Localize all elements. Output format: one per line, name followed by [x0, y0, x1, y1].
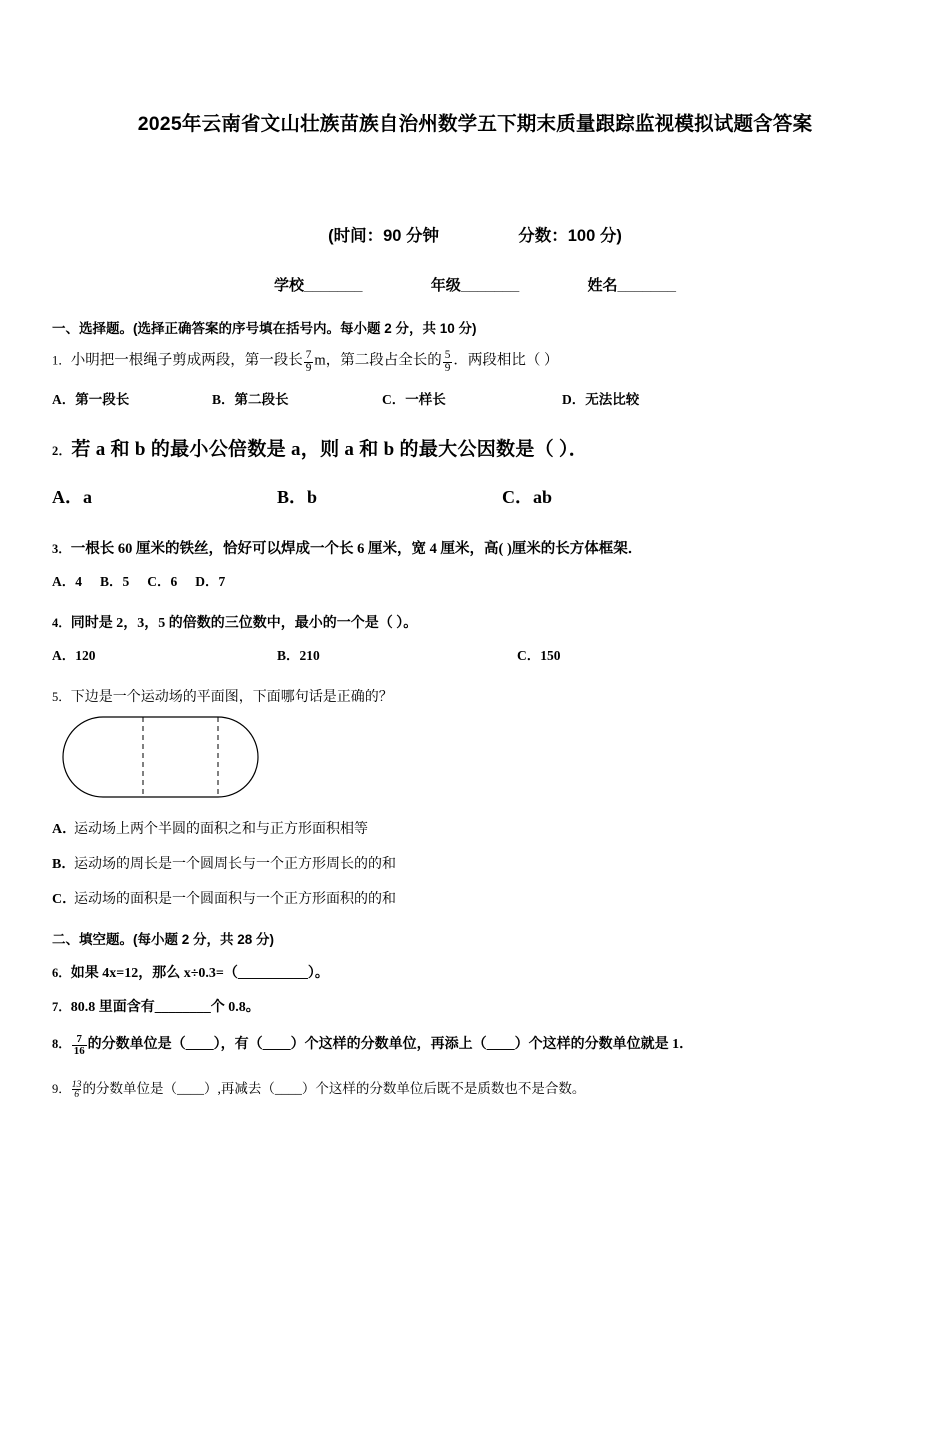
- option-5-a-text: 运动场上两个半圆的面积之和与正方形面积相等: [74, 821, 368, 837]
- field-name: 姓名_______: [587, 277, 676, 294]
- option-3-c[interactable]: C．6: [147, 573, 178, 589]
- question-3-options: [52, 570, 898, 590]
- option-5-c-label: C．: [52, 891, 77, 907]
- option-1-a[interactable]: A．第一段长: [52, 391, 130, 407]
- student-fields: [52, 274, 898, 295]
- question-2-number: 2．: [52, 443, 72, 458]
- fraction-7-16: $\frac{7}{16}$: [73, 1032, 85, 1058]
- question-9: [52, 1080, 898, 1100]
- question-1-text-c: ．两段相比（ ）: [453, 352, 559, 369]
- question-3: [52, 537, 898, 558]
- question-8: [52, 1034, 898, 1058]
- question-2-text: 若 a 和 b 的最小公倍数是 a，则 a 和 b 的最大公因数是（ ）．: [71, 438, 589, 460]
- question-7-text: 80.8 里面含有________个 0.8。: [70, 999, 260, 1015]
- option-1-b[interactable]: B．第二段长: [212, 391, 289, 407]
- question-1: [52, 350, 898, 375]
- question-3-number: 3．: [52, 541, 71, 556]
- option-2-c[interactable]: C．ab: [502, 486, 553, 507]
- option-1-c[interactable]: C．一样长: [382, 391, 446, 407]
- question-1-text-a: 小明把一根绳子剪成两段，第一段长: [70, 352, 303, 369]
- section-heading-choice: 一、选择题。(选择正确答案的序号填在括号内。每小题 2 分，共 10 分): [52, 321, 477, 336]
- question-8-number: 8．: [52, 1036, 71, 1051]
- question-9-number: 9．: [52, 1081, 71, 1096]
- question-3-text: 一根长 60 厘米的铁丝，恰好可以焊成一个长 6 厘米，宽 4 厘米，高( )厘米的长方体框架．: [70, 540, 643, 557]
- question-5-text: 下边是一个运动场的平面图，下面哪句话是正确的？: [70, 689, 393, 705]
- fraction-5-9: $\frac{5}{9}$: [444, 349, 451, 374]
- question-6-text: 如果 4x=12，那么 x÷0.3=（__________）。: [70, 965, 329, 981]
- question-5-number: 5．: [52, 689, 71, 704]
- exam-meta: [52, 222, 898, 246]
- track-field-diagram: [58, 716, 898, 803]
- question-4-number: 4．: [52, 615, 71, 630]
- question-1-options: [52, 388, 898, 408]
- option-5-a-label: A．: [52, 821, 77, 837]
- question-4-options: [52, 644, 898, 664]
- option-3-d[interactable]: D．7: [195, 573, 226, 589]
- fraction-13-6: $\frac{13}{6}$: [71, 1078, 82, 1101]
- question-1-number: 1．: [52, 353, 71, 368]
- option-2-a[interactable]: A．a: [52, 486, 92, 507]
- option-5-b-text: 运动场的周长是一个圆周长与一个正方形周长的的和: [74, 856, 396, 872]
- question-5-options: [52, 818, 898, 908]
- option-5-b[interactable]: [52, 853, 898, 873]
- question-2: [52, 434, 898, 461]
- option-4-c[interactable]: C．150: [517, 647, 561, 663]
- score-label: 分数：100 分): [518, 227, 622, 245]
- exam-page: [0, 108, 950, 1452]
- option-5-b-label: B．: [52, 856, 76, 872]
- option-4-b[interactable]: B．210: [277, 647, 320, 663]
- question-7: [52, 996, 898, 1016]
- question-7-number: 7．: [52, 999, 71, 1014]
- option-1-d[interactable]: D．无法比较: [562, 391, 640, 407]
- question-6: [52, 962, 898, 982]
- option-2-b[interactable]: B．b: [277, 486, 318, 507]
- question-5: [52, 686, 898, 706]
- question-6-number: 6．: [52, 965, 71, 980]
- field-grade: 年级_______: [430, 277, 520, 294]
- question-4: [52, 612, 898, 632]
- question-9-text: 的分数单位是（____）,再减去（____）个这样的分数单位后既不是质数也不是合数。: [82, 1080, 586, 1096]
- option-4-a[interactable]: A．120: [52, 647, 96, 663]
- option-5-c-text: 运动场的面积是一个圆面积与一个正方形面积的的和: [74, 891, 396, 907]
- question-4-text: 同时是 2，3，5 的倍数的三位数中，最小的一个是（ ）。: [70, 615, 418, 631]
- question-8-text: 的分数单位是（____），有（____）个这样的分数单位，再添上（____）个这样的分数单位就是 1．: [87, 1036, 694, 1052]
- option-3-a[interactable]: A．4: [52, 573, 82, 589]
- question-1-text-b: m，第二段占全长的: [314, 352, 442, 369]
- question-2-options: [52, 483, 898, 509]
- option-3-b[interactable]: B．5: [100, 573, 130, 589]
- page-title: 2025年云南省文山壮族苗族自治州数学五下期末质量跟踪监视模拟试题含答案: [137, 113, 813, 135]
- fraction-7-9: $\frac{7}{9}$: [305, 349, 312, 374]
- option-5-c[interactable]: [52, 888, 898, 908]
- option-5-a[interactable]: [52, 818, 898, 838]
- field-school: 学校_______: [274, 277, 363, 294]
- section-heading-fill: 二、填空题。(每小题 2 分，共 28 分): [52, 931, 275, 947]
- time-label: (时间：90 分钟: [328, 227, 440, 245]
